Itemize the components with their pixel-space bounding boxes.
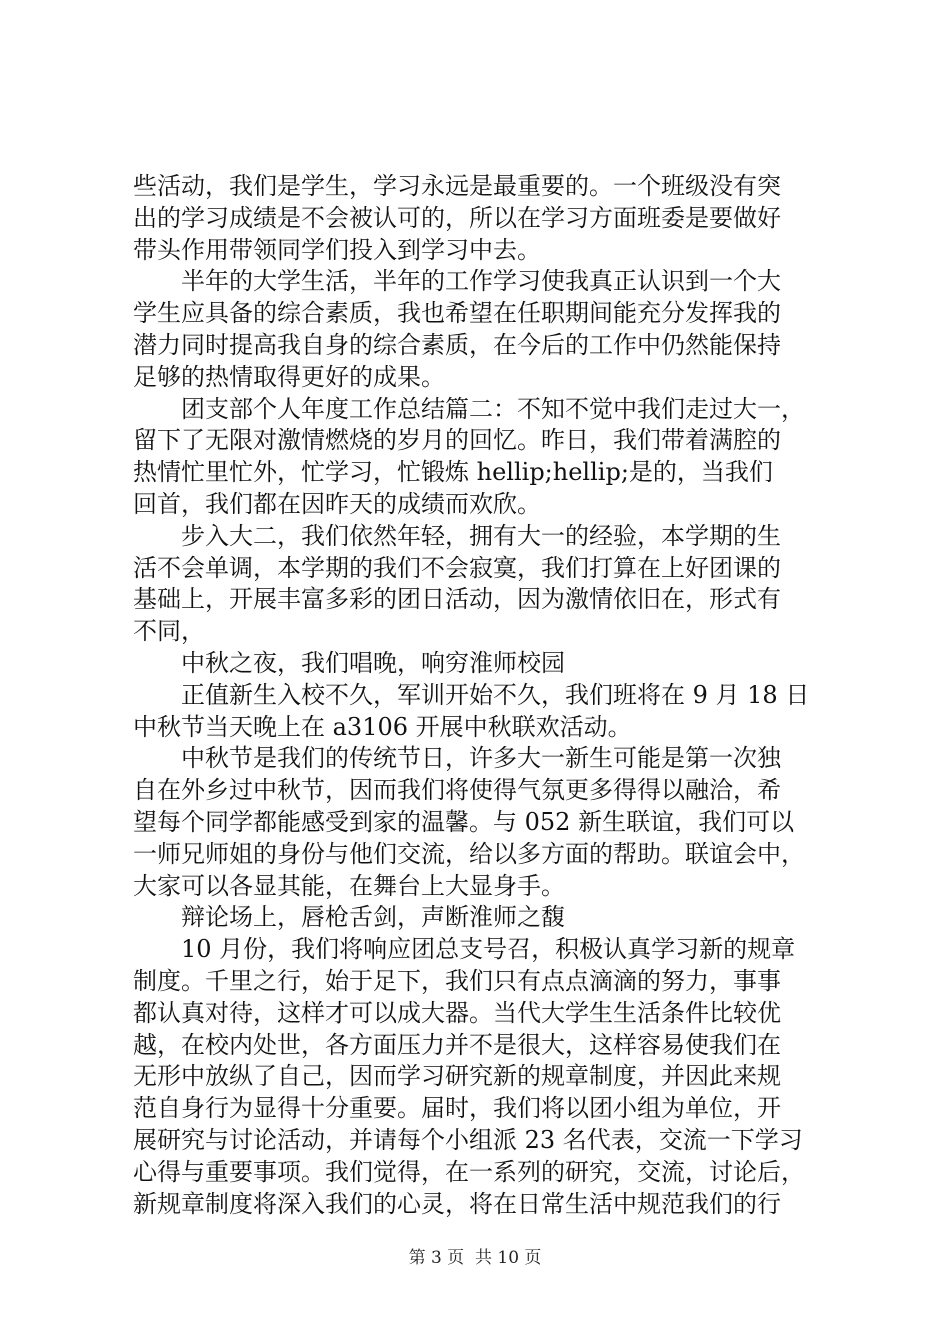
text-line: 活不会单调，本学期的我们不会寂寞，我们打算在上好团课的	[133, 553, 781, 582]
text-line: 大家可以各显其能，在舞台上大显身手。	[133, 871, 565, 900]
text-line: 留下了无限对激情燃烧的岁月的回忆。昨日，我们带着满腔的	[133, 426, 781, 455]
text-line: 学生应具备的综合素质，我也希望在任职期间能充分发挥我的	[133, 299, 781, 328]
text-line: 望每个同学都能感受到家的温馨。与 052 新生联谊，我们可以	[133, 807, 795, 836]
text-line: 回首，我们都在因昨天的成绩而欢欣。	[133, 489, 541, 518]
text-line: 展研究与讨论活动，并请每个小组派 23 名代表，交流一下学习	[133, 1125, 803, 1154]
text-line: 都认真对待，这样才可以成大器。当代大学生生活条件比较优	[133, 998, 781, 1027]
text-line: 出的学习成绩是不会被认可的，所以在学习方面班委是要做好	[133, 203, 781, 232]
text-line: 带头作用带领同学们投入到学习中去。	[133, 235, 541, 264]
text-line: 范自身行为显得十分重要。届时，我们将以团小组为单位，开	[133, 1094, 781, 1123]
text-line: 中秋节当天晚上在 a3106 开展中秋联欢活动。	[133, 712, 632, 741]
text-line: 新规章制度将深入我们的心灵，将在日常生活中规范我们的行	[133, 1189, 781, 1218]
paragraph-first-line: 团支部个人年度工作总结篇二：不知不觉中我们走过大一，	[181, 394, 805, 423]
text-line: 些活动，我们是学生，学习永远是最重要的。一个班级没有突	[133, 172, 781, 200]
text-line: 不同，	[133, 617, 205, 646]
paragraph-first-line: 正值新生入校不久，军训开始不久，我们班将在 9 月 18 日	[181, 680, 810, 709]
text-line: 足够的热情取得更好的成果。	[133, 362, 445, 391]
paragraph-first-line: 步入大二，我们依然年轻，拥有大一的经验，本学期的生	[181, 521, 781, 550]
text-line: 自在外乡过中秋节，因而我们将使得气氛更多得得以融洽，希	[133, 776, 781, 805]
paragraph-first-line: 中秋之夜，我们唱晚，响穷淮师校园	[181, 648, 565, 677]
text-line: 越，在校内处世，各方面压力并不是很大，这样容易使我们在	[133, 1030, 781, 1059]
text-line: 无形中放纵了自己，因而学习研究新的规章制度，并因此来规	[133, 1062, 781, 1091]
document-body	[133, 171, 833, 1220]
text-line: 热情忙里忙外，忙学习，忙锻炼 hellip;hellip;是的，当我们	[133, 458, 773, 487]
paragraph-first-line: 中秋节是我们的传统节日，许多大一新生可能是第一次独	[181, 744, 781, 773]
paragraph-first-line: 辩论场上，唇枪舌剑，声断淮师之馥	[181, 903, 565, 932]
text-line: 潜力同时提高我自身的综合素质，在今后的工作中仍然能保持	[133, 330, 781, 359]
paragraph-first-line: 半年的大学生活，半年的工作学习使我真正认识到一个大	[181, 267, 781, 296]
page-number-footer: 第 3 页 共 10 页	[408, 1248, 542, 1268]
text-line: 基础上，开展丰富多彩的团日活动，因为激情依旧在，形式有	[133, 585, 781, 614]
text-line: 一师兄师姐的身份与他们交流，给以多方面的帮助。联谊会中，	[133, 839, 805, 868]
paragraph-first-line: 10 月份，我们将响应团总支号召，积极认真学习新的规章	[181, 935, 796, 964]
text-line: 心得与重要事项。我们觉得，在一系列的研究，交流，讨论后，	[133, 1157, 805, 1186]
text-line: 制度。千里之行，始于足下，我们只有点点滴滴的努力，事事	[133, 966, 781, 995]
